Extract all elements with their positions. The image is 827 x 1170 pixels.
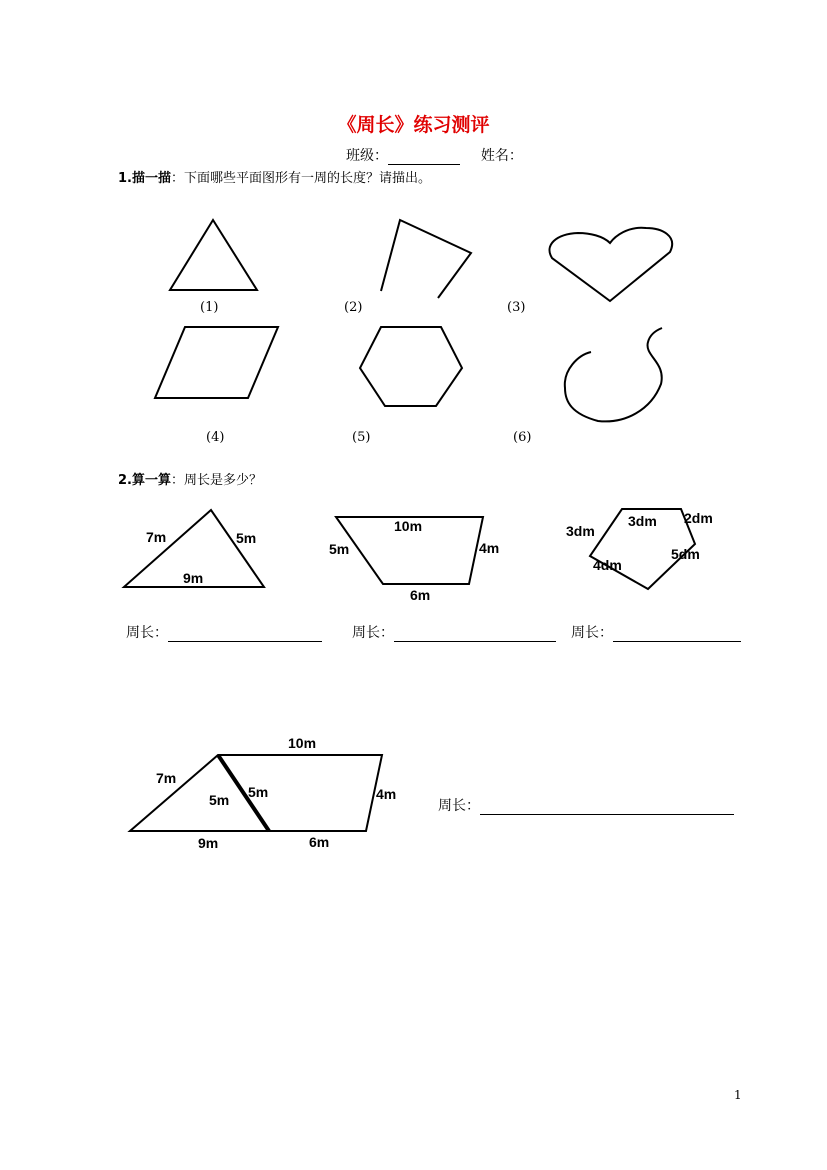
perimeter-label-2: 周长： [352, 625, 394, 641]
perimeter-label-1: 周长： [126, 625, 168, 641]
label-3: (3) [507, 300, 526, 315]
question-2 [118, 469, 262, 488]
q2-number: 2. [118, 473, 132, 488]
q1-heading: 描一描 [131, 171, 171, 186]
pent-d: 5dm [671, 546, 700, 562]
comp-inner-a: 5m [209, 792, 230, 808]
q1-number: 1. [118, 171, 132, 186]
label-1: (1) [200, 300, 219, 315]
shape-parallelogram [155, 327, 278, 398]
perimeter-blank-3[interactable] [613, 641, 741, 642]
q2-text: ：周长是多少？ [171, 473, 263, 488]
perimeter-label-3: 周长： [571, 625, 613, 641]
label-2: (2) [344, 300, 363, 315]
perimeter-blank-1[interactable] [168, 641, 322, 642]
perimeter-row-3 [571, 622, 741, 642]
shape-heart [550, 228, 673, 301]
name-label: 姓名： [480, 148, 523, 164]
perimeter-row-4 [438, 795, 734, 815]
pent-e: 4dm [593, 557, 622, 573]
tri-side-a: 7m [146, 529, 167, 545]
comp-bottom-right: 6m [309, 834, 330, 850]
comp-right: 4m [376, 786, 397, 802]
q1-text: ：下面哪些平面图形有一周的长度？请描出。 [171, 171, 432, 186]
trap-bottom: 6m [410, 587, 431, 603]
label-5: (5) [352, 430, 371, 445]
comp-bottom-left: 9m [198, 835, 219, 851]
class-label: 班级： [346, 148, 388, 164]
perimeter-row-1 [126, 622, 322, 642]
perimeter-blank-4[interactable] [480, 814, 734, 815]
perimeter-label-4: 周长： [438, 798, 480, 814]
trap-top: 10m [394, 518, 423, 534]
q2-heading: 算一算 [131, 473, 171, 488]
label-6: (6) [513, 430, 532, 445]
trap-left: 5m [329, 541, 350, 557]
pent-a: 3dm [566, 523, 595, 539]
page-number: 1 [734, 1088, 742, 1102]
perimeter-row-2 [352, 622, 556, 642]
tri-base: 9m [183, 570, 204, 586]
label-4: (4) [206, 430, 225, 445]
perimeter-blank-2[interactable] [394, 641, 556, 642]
shape-hexagon [360, 327, 462, 406]
comp-inner-b: 5m [248, 784, 269, 800]
comp-top: 10m [288, 735, 317, 751]
trap-right: 4m [479, 540, 500, 556]
shape-open-polyline [381, 220, 471, 298]
tri-side-b: 5m [236, 530, 257, 546]
pent-b: 3dm [628, 513, 657, 529]
pent-c: 2dm [684, 510, 713, 526]
shape-open-curve [565, 328, 662, 421]
q1-labels [200, 300, 531, 445]
comp-left: 7m [156, 770, 177, 786]
shape-triangle [170, 220, 257, 290]
page-title: 《周长》练习测评 [337, 114, 490, 136]
